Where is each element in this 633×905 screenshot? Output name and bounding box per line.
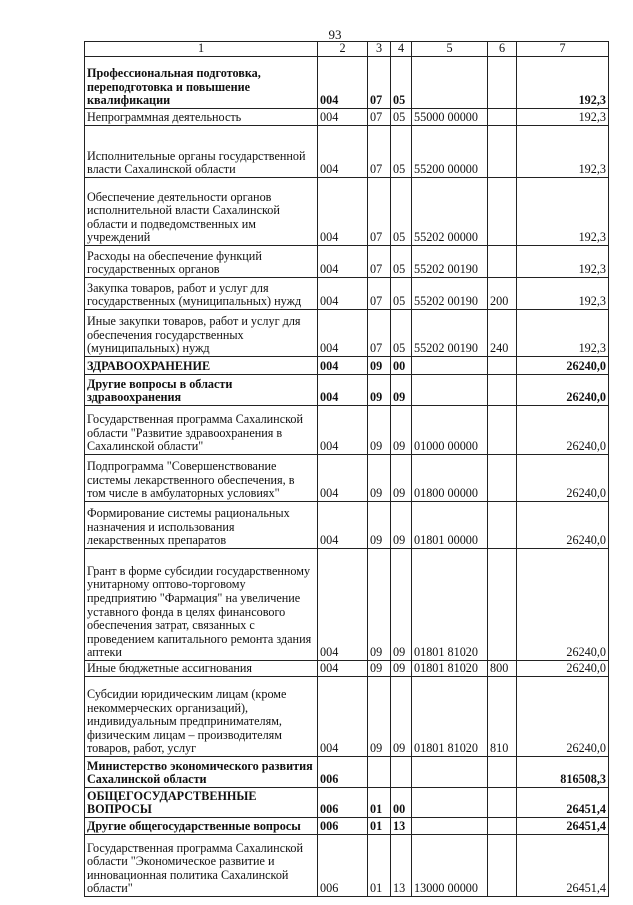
cell-amount: 26451,4 (517, 788, 609, 818)
cell-expense-type (488, 455, 517, 502)
cell-code-ministry: 006 (318, 788, 368, 818)
cell-target-article: 55202 00190 (412, 310, 488, 357)
cell-amount: 26240,0 (517, 661, 609, 677)
table-row (85, 818, 609, 835)
cell-code-ministry: 004 (318, 677, 368, 757)
cell-amount: 26240,0 (517, 549, 609, 661)
cell-target-article (412, 357, 488, 375)
cell-target-article (412, 375, 488, 406)
cell-section: 09 (368, 406, 391, 455)
cell-expense-type: 200 (488, 278, 517, 310)
table-row (85, 375, 609, 406)
cell-expense-type: 810 (488, 677, 517, 757)
cell-amount: 192,3 (517, 57, 609, 109)
cell-expense-type: 800 (488, 661, 517, 677)
header-cell: 1 (85, 42, 318, 57)
cell-expense-type (488, 835, 517, 897)
cell-subsection: 05 (391, 178, 412, 246)
table-row (85, 835, 609, 897)
cell-subsection: 13 (391, 835, 412, 897)
cell-name: Другие вопросы в области здравоохранения (85, 375, 318, 406)
cell-expense-type (488, 375, 517, 406)
cell-code-ministry: 004 (318, 455, 368, 502)
cell-amount: 192,3 (517, 126, 609, 178)
cell-amount: 192,3 (517, 310, 609, 357)
cell-section: 07 (368, 178, 391, 246)
cell-name: ЗДРАВООХРАНЕНИЕ (85, 357, 318, 375)
cell-expense-type (488, 788, 517, 818)
cell-target-article: 01800 00000 (412, 455, 488, 502)
cell-code-ministry: 006 (318, 835, 368, 897)
cell-target-article (412, 818, 488, 835)
cell-target-article: 55000 00000 (412, 109, 488, 126)
table-row (85, 406, 609, 455)
cell-subsection: 05 (391, 246, 412, 278)
cell-name: Непрограммная деятельность (85, 109, 318, 126)
table-row (85, 455, 609, 502)
cell-code-ministry: 006 (318, 757, 368, 788)
table-row (85, 126, 609, 178)
cell-subsection: 09 (391, 549, 412, 661)
cell-section: 09 (368, 549, 391, 661)
cell-amount: 192,3 (517, 109, 609, 126)
cell-section: 01 (368, 788, 391, 818)
cell-name: Иные закупки товаров, работ и услуг для обеспечения государственных (муниципальных) нужд (85, 310, 318, 357)
header-cell: 4 (391, 42, 412, 57)
header-cell: 6 (488, 42, 517, 57)
header-row (85, 42, 609, 57)
cell-name: Формирование системы рациональных назначения и использования лекарственных препаратов (85, 502, 318, 549)
table-row (85, 109, 609, 126)
cell-section: 09 (368, 455, 391, 502)
cell-target-article: 13000 00000 (412, 835, 488, 897)
cell-section: 07 (368, 246, 391, 278)
cell-expense-type (488, 357, 517, 375)
header-cell: 3 (368, 42, 391, 57)
cell-code-ministry: 004 (318, 57, 368, 109)
table-row (85, 661, 609, 677)
table-row (85, 57, 609, 109)
cell-target-article: 01801 81020 (412, 661, 488, 677)
table-row (85, 788, 609, 818)
cell-amount: 26451,4 (517, 818, 609, 835)
cell-target-article: 01000 00000 (412, 406, 488, 455)
cell-code-ministry: 004 (318, 178, 368, 246)
cell-target-article (412, 788, 488, 818)
cell-amount: 26240,0 (517, 677, 609, 757)
cell-code-ministry: 004 (318, 246, 368, 278)
cell-subsection: 09 (391, 677, 412, 757)
table-row (85, 278, 609, 310)
cell-section: 01 (368, 818, 391, 835)
cell-subsection: 00 (391, 788, 412, 818)
cell-subsection: 05 (391, 126, 412, 178)
table-row (85, 677, 609, 757)
cell-section: 09 (368, 357, 391, 375)
cell-target-article: 55202 00190 (412, 246, 488, 278)
cell-target-article: 55200 00000 (412, 126, 488, 178)
cell-subsection: 05 (391, 278, 412, 310)
cell-expense-type (488, 406, 517, 455)
cell-amount: 192,3 (517, 246, 609, 278)
cell-section: 07 (368, 57, 391, 109)
cell-expense-type (488, 246, 517, 278)
cell-target-article: 01801 00000 (412, 502, 488, 549)
budget-table (84, 41, 609, 897)
cell-expense-type (488, 178, 517, 246)
table-row (85, 757, 609, 788)
cell-subsection: 00 (391, 357, 412, 375)
cell-name: Государственная программа Сахалинской области "Развитие здравоохранения в Сахалинской области" (85, 406, 318, 455)
cell-target-article (412, 757, 488, 788)
table-row (85, 310, 609, 357)
cell-amount: 26240,0 (517, 375, 609, 406)
header-cell: 2 (318, 42, 368, 57)
cell-amount: 26451,4 (517, 835, 609, 897)
cell-code-ministry: 006 (318, 818, 368, 835)
cell-expense-type (488, 126, 517, 178)
cell-amount: 26240,0 (517, 357, 609, 375)
cell-subsection: 05 (391, 310, 412, 357)
cell-target-article (412, 57, 488, 109)
table-row (85, 178, 609, 246)
cell-expense-type (488, 502, 517, 549)
cell-section: 09 (368, 677, 391, 757)
cell-subsection: 05 (391, 57, 412, 109)
cell-amount: 192,3 (517, 278, 609, 310)
page-number: 93 (328, 27, 342, 42)
cell-section: 07 (368, 278, 391, 310)
cell-target-article: 55202 00190 (412, 278, 488, 310)
cell-code-ministry: 004 (318, 502, 368, 549)
cell-section: 09 (368, 375, 391, 406)
cell-code-ministry: 004 (318, 661, 368, 677)
cell-subsection (391, 757, 412, 788)
cell-code-ministry: 004 (318, 126, 368, 178)
cell-code-ministry: 004 (318, 109, 368, 126)
cell-name: Государственная программа Сахалинской области "Экономическое развитие и инновационная политика Сахалинской области" (85, 835, 318, 897)
table-row (85, 357, 609, 375)
cell-expense-type (488, 818, 517, 835)
cell-section: 07 (368, 310, 391, 357)
cell-name: Другие общегосударственные вопросы (85, 818, 318, 835)
cell-target-article: 01801 81020 (412, 549, 488, 661)
cell-amount: 816508,3 (517, 757, 609, 788)
cell-expense-type: 240 (488, 310, 517, 357)
cell-name: Субсидии юридическим лицам (кроме некоммерческих организаций), индивидуальным предпринимателям, физическим лицам – производителям товаров, работ, услуг (85, 677, 318, 757)
cell-amount: 26240,0 (517, 502, 609, 549)
cell-name: Подпрограмма "Совершенствование системы лекарственного обеспечения, в том числе в амбулаторных условиях" (85, 455, 318, 502)
table-row (85, 502, 609, 549)
cell-name: Закупка товаров, работ и услуг для государственных (муниципальных) нужд (85, 278, 318, 310)
cell-code-ministry: 004 (318, 278, 368, 310)
cell-subsection: 09 (391, 661, 412, 677)
cell-subsection: 09 (391, 406, 412, 455)
cell-subsection: 13 (391, 818, 412, 835)
cell-subsection: 09 (391, 375, 412, 406)
cell-expense-type (488, 109, 517, 126)
cell-target-article: 55202 00000 (412, 178, 488, 246)
cell-name: Профессиональная подготовка, переподготовка и повышение квалификации (85, 57, 318, 109)
cell-section: 09 (368, 661, 391, 677)
cell-expense-type (488, 757, 517, 788)
header-cell: 7 (517, 42, 609, 57)
cell-name: Расходы на обеспечение функций государственных органов (85, 246, 318, 278)
cell-amount: 26240,0 (517, 455, 609, 502)
cell-amount: 192,3 (517, 178, 609, 246)
table-row (85, 246, 609, 278)
table-row (85, 549, 609, 661)
cell-name: Обеспечение деятельности органов исполнительной власти Сахалинской области и подведомственных им учреждений (85, 178, 318, 246)
cell-section (368, 757, 391, 788)
cell-subsection: 09 (391, 502, 412, 549)
cell-code-ministry: 004 (318, 310, 368, 357)
cell-name: Исполнительные органы государственной власти Сахалинской области (85, 126, 318, 178)
cell-name: ОБЩЕГОСУДАРСТВЕННЫЕ ВОПРОСЫ (85, 788, 318, 818)
cell-subsection: 05 (391, 109, 412, 126)
cell-section: 07 (368, 109, 391, 126)
cell-name: Грант в форме субсидии государственному унитарному оптово-торговому предприятию "Фармация" на увеличение уставного фонда в целях финансового обеспечения затрат, связанных с проведением капитального ремонта здания аптеки (85, 549, 318, 661)
cell-amount: 26240,0 (517, 406, 609, 455)
cell-subsection: 09 (391, 455, 412, 502)
cell-code-ministry: 004 (318, 549, 368, 661)
cell-expense-type (488, 549, 517, 661)
cell-section: 07 (368, 126, 391, 178)
header-cell: 5 (412, 42, 488, 57)
cell-expense-type (488, 57, 517, 109)
cell-code-ministry: 004 (318, 375, 368, 406)
cell-code-ministry: 004 (318, 357, 368, 375)
cell-code-ministry: 004 (318, 406, 368, 455)
cell-name: Министерство экономического развития Сахалинской области (85, 757, 318, 788)
cell-name: Иные бюджетные ассигнования (85, 661, 318, 677)
cell-target-article: 01801 81020 (412, 677, 488, 757)
cell-section: 01 (368, 835, 391, 897)
cell-section: 09 (368, 502, 391, 549)
